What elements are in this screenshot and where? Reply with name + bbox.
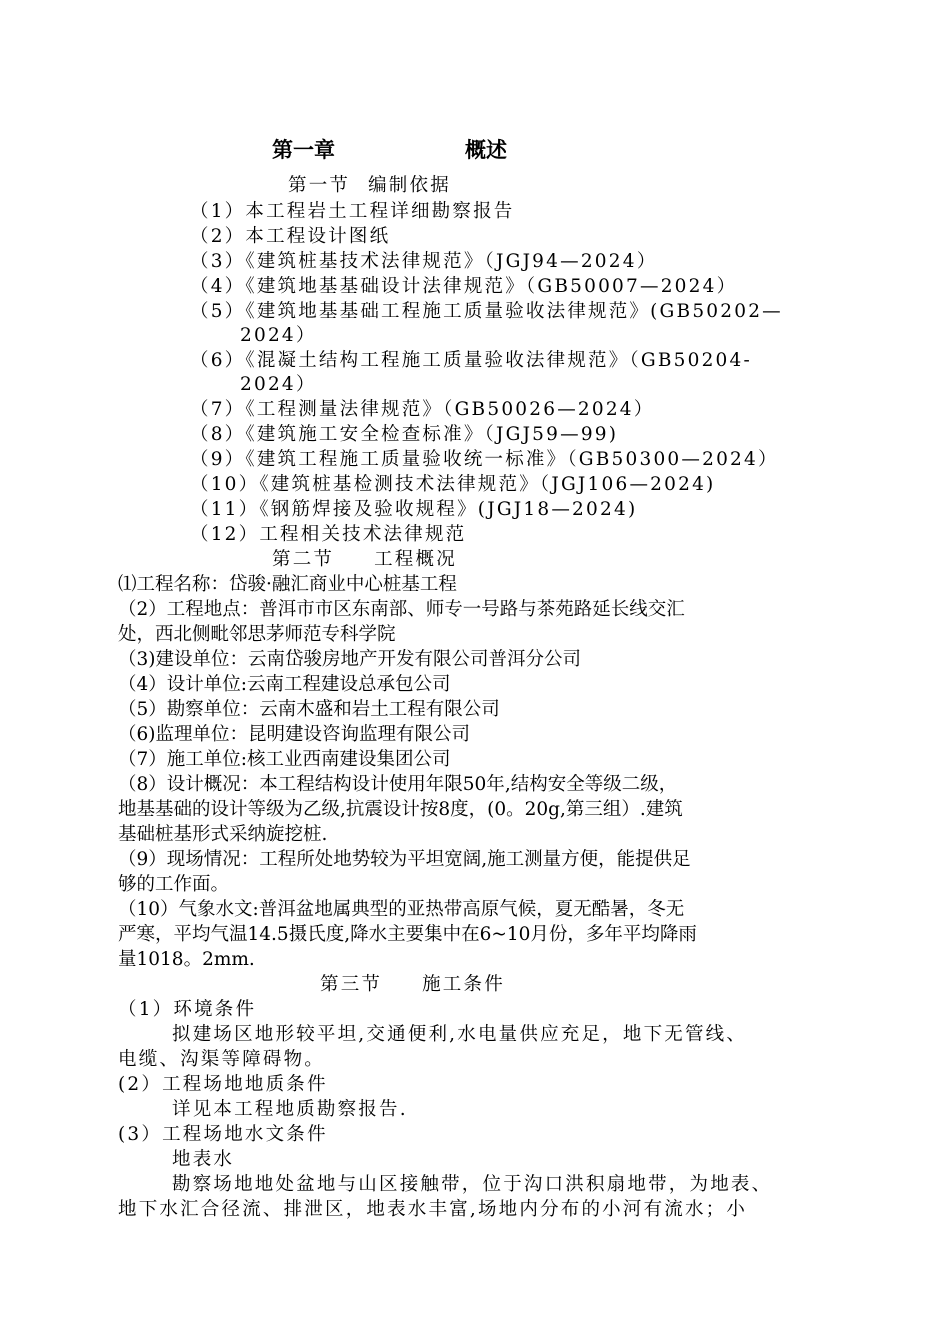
paragraph-line: （2）工程地点：普洱市市区东南部、师专一号路与茶苑路延长线交汇: [118, 599, 685, 620]
section-title: 工程概况: [374, 549, 457, 570]
paragraph-line: 地下水汇合径流、排泄区，地表水丰富,场地内分布的小河有流水；小: [118, 1199, 748, 1220]
list-item: （9）《建筑工程施工质量验收统一标准》（GB50300—2024）: [190, 449, 779, 470]
paragraph-line: 电缆、沟渠等障碍物。: [118, 1049, 326, 1070]
subheading: 地表水: [172, 1149, 235, 1170]
paragraph-line: （6)监理单位：昆明建设咨询监理有限公司: [118, 724, 470, 745]
chapter-number: 第一章: [272, 137, 335, 162]
list-item: （12）工程相关技术法律规范: [190, 524, 467, 545]
section-heading-3: [320, 973, 505, 997]
paragraph-line: 详见本工程地质勘察报告.: [172, 1099, 408, 1120]
section-number: 第二节: [272, 549, 335, 570]
subheading: (3）工程场地水文条件: [118, 1124, 328, 1145]
paragraph-line: 拟建场区地形较平坦,交通便利,水电量供应充足，地下无管线、: [172, 1024, 748, 1045]
paragraph-line: 严寒，平均气温14.5摄氏度,降水主要集中在6~10月份，多年平均降雨: [118, 924, 697, 945]
chapter-heading: [272, 136, 507, 164]
section-heading-2: [272, 548, 457, 572]
list-item-continuation: 2024）: [240, 374, 317, 395]
section-title: 编制依据: [368, 175, 451, 196]
paragraph-line: （10）气象水文:普洱盆地属典型的亚热带高原气候，夏无酷暑，冬无: [118, 899, 685, 920]
paragraph-line: （4）设计单位:云南工程建设总承包公司: [118, 674, 451, 695]
paragraph-line: （7）施工单位:核工业西南建设集团公司: [118, 749, 451, 770]
paragraph-line: （3)建设单位：云南岱骏房地产开发有限公司普洱分公司: [118, 649, 581, 670]
section-number: 第三节: [320, 974, 383, 995]
list-item: （8）《建筑施工安全检查标准》（JGJ59—99): [190, 424, 619, 445]
section-title: 施工条件: [422, 974, 505, 995]
paragraph-line: 够的工作面。: [118, 874, 230, 895]
paragraph-line: （9）现场情况：工程所处地势较为平坦宽阔,施工测量方便，能提供足: [118, 849, 691, 870]
paragraph-line: （5）勘察单位：云南木盛和岩土工程有限公司: [118, 699, 500, 720]
subheading: (2）工程场地地质条件: [118, 1074, 328, 1095]
subheading: （1）环境条件: [118, 999, 257, 1020]
paragraph-line: 处，西北侧毗邻思茅师范专科学院: [118, 624, 396, 645]
list-item: （7）《工程测量法律规范》（GB50026—2024）: [190, 399, 655, 420]
paragraph-line: 基础桩基形式采纳旋挖桩.: [118, 824, 328, 845]
paragraph-line: （8）设计概况：本工程结构设计使用年限50年,结构安全等级二级，: [118, 774, 678, 795]
paragraph-line: 勘察场地地处盆地与山区接触带，位于沟口洪积扇地带，为地表、: [172, 1174, 773, 1195]
list-item: （6）《混凝土结构工程施工质量验收法律规范》（GB50204-: [190, 350, 752, 371]
list-item: （5）《建筑地基基础工程施工质量验收法律规范》(GB50202—: [190, 301, 783, 322]
section-heading-1: [288, 174, 451, 198]
paragraph-line: 量1018。2mm.: [118, 949, 255, 970]
list-item: （1）本工程岩土工程详细勘察报告: [190, 201, 515, 222]
list-item: （11）《钢筋焊接及验收规程》(JGJ18—2024): [190, 499, 638, 520]
list-item: （10）《建筑桩基检测技术法律规范》（JGJ106—2024): [190, 474, 716, 495]
chapter-title: 概述: [465, 137, 507, 162]
list-item: （4）《建筑地基基础设计法律规范》（GB50007—2024）: [190, 276, 738, 297]
list-item: （3）《建筑桩基技术法律规范》（JGJ94—2024）: [190, 251, 658, 272]
paragraph-line: 地基基础的设计等级为乙级,抗震设计按8度，(0。20g,第三组）.建筑: [118, 799, 683, 820]
section-number: 第一节: [288, 175, 351, 196]
list-item-continuation: 2024）: [240, 325, 317, 346]
paragraph-line: ⑴工程名称：岱骏·融汇商业中心桩基工程: [118, 574, 457, 595]
list-item: （2）本工程设计图纸: [190, 226, 391, 247]
